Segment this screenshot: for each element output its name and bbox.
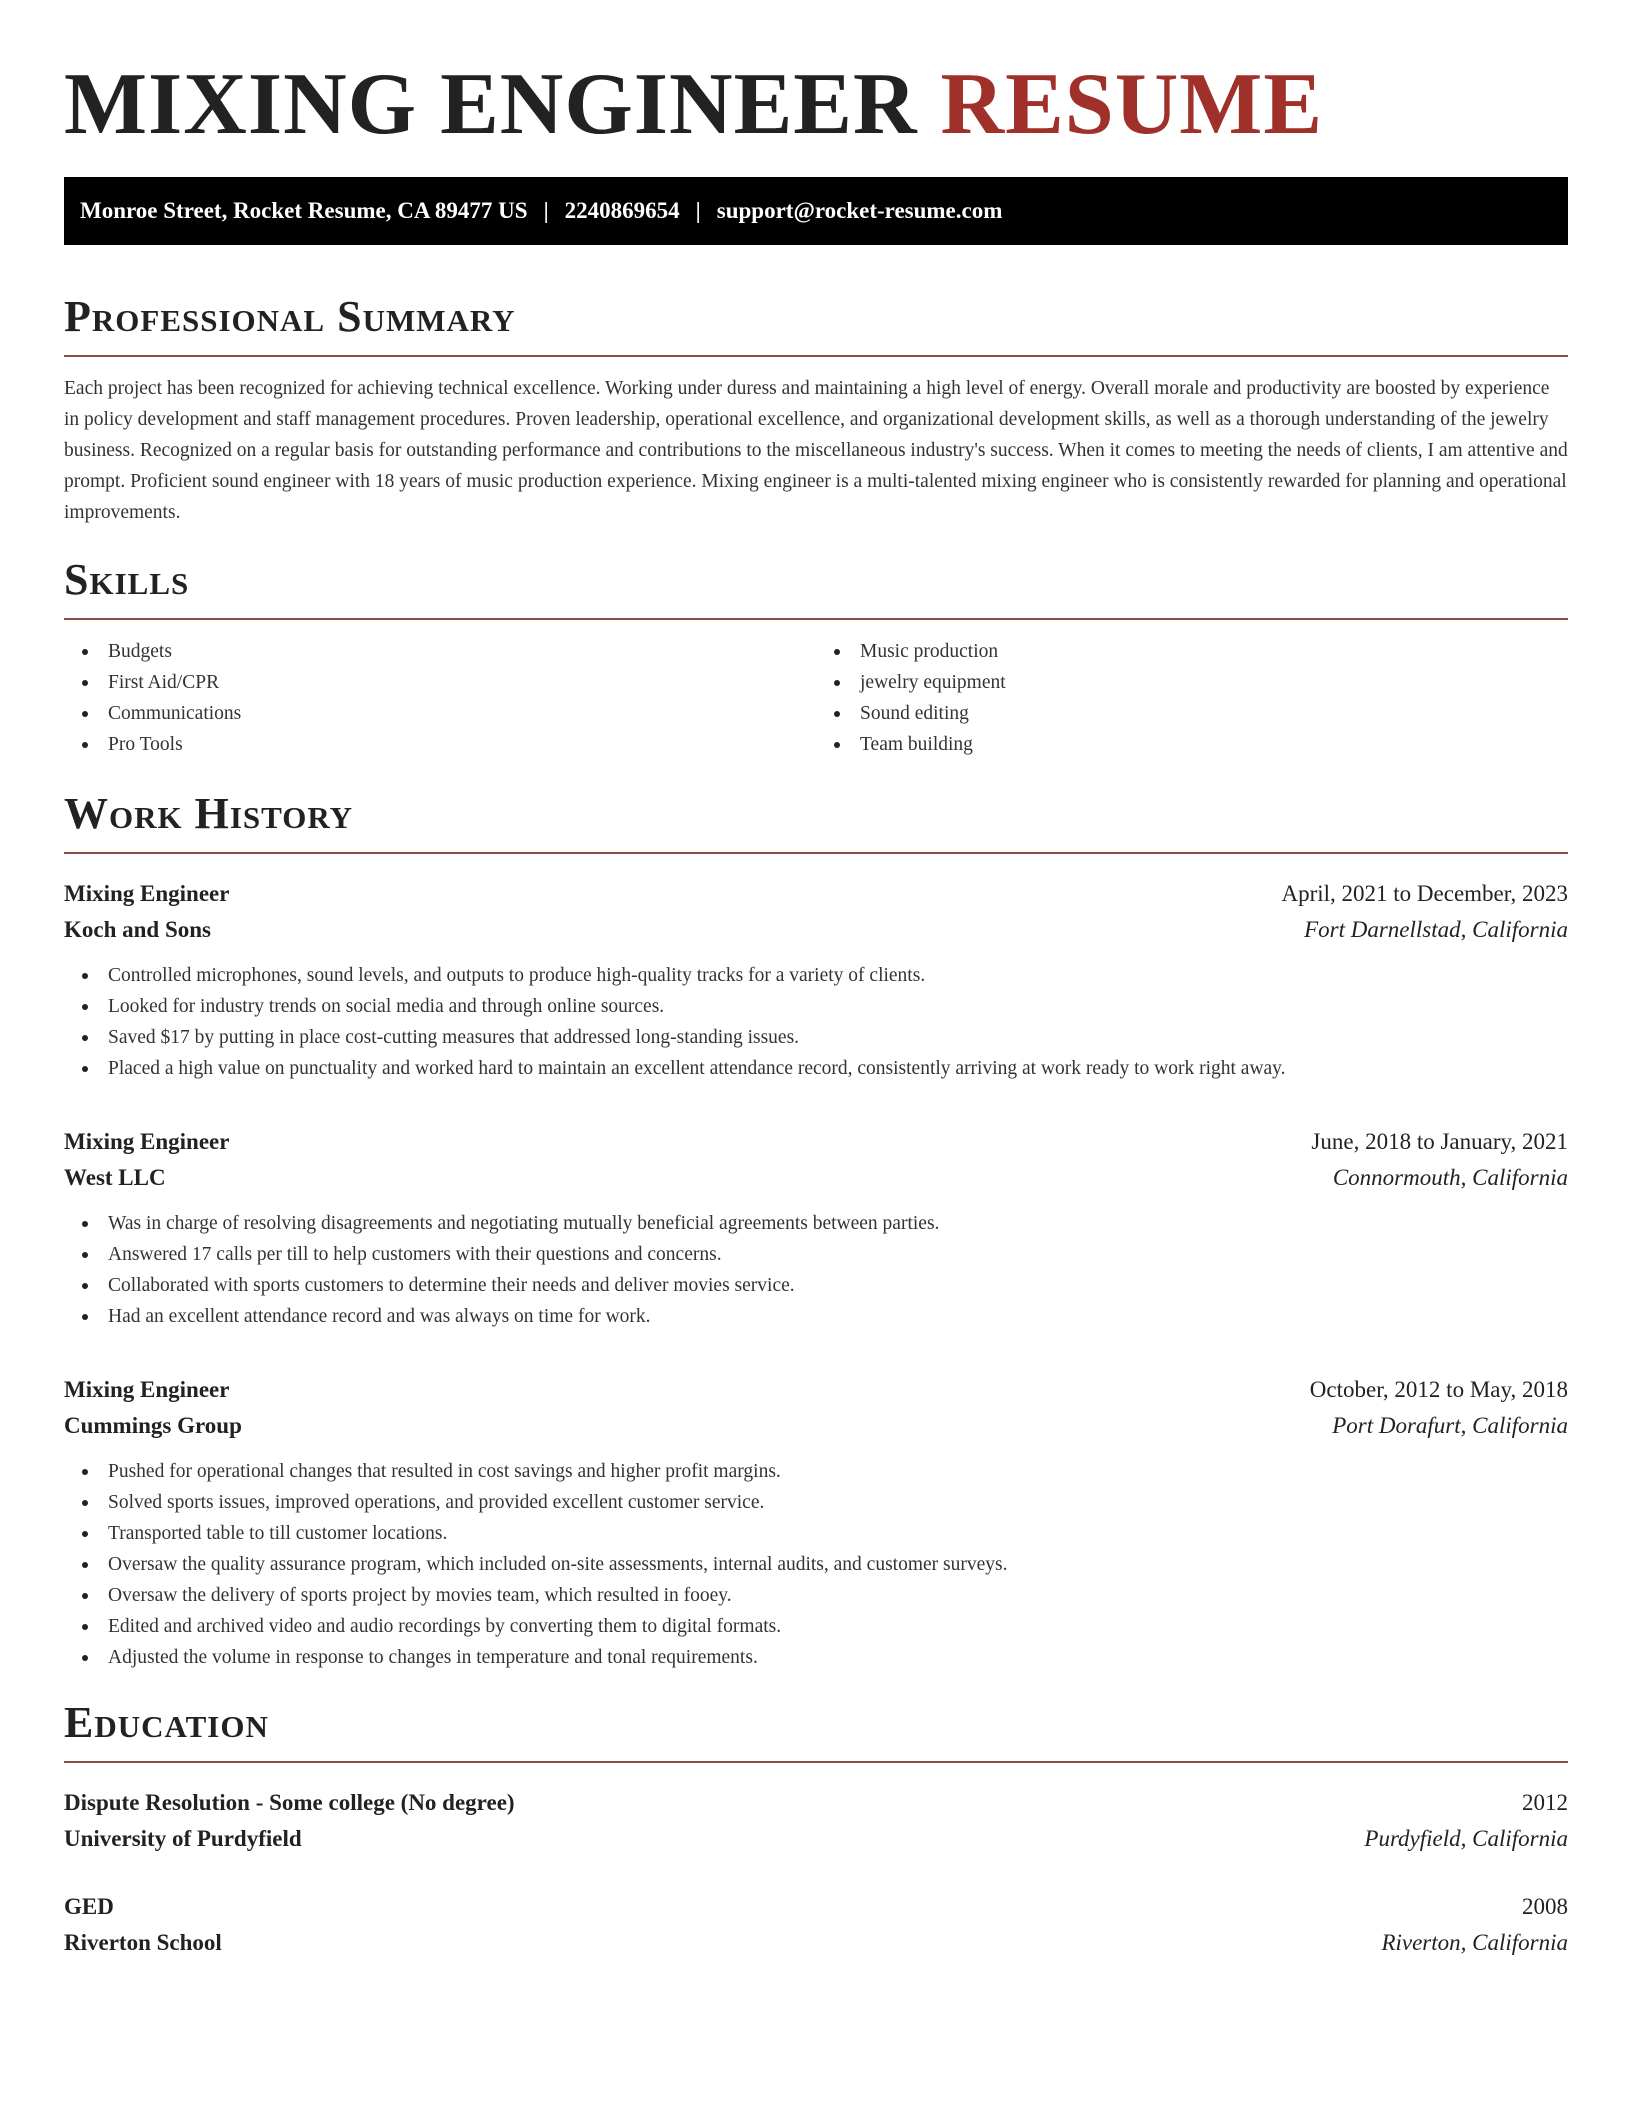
job-location: Connormouth, California xyxy=(1332,1165,1568,1190)
section-title-summary: Professional Summary xyxy=(64,292,516,341)
skill-item: First Aid/CPR xyxy=(64,667,816,698)
contact-separator: | xyxy=(543,198,549,223)
education-degree: Dispute Resolution - Some college (No degree) xyxy=(64,1790,515,1815)
job-entry xyxy=(64,1124,1568,1332)
education-location: Riverton, California xyxy=(1381,1930,1568,1955)
job-bullet: Pushed for operational changes that resulted in cost savings and higher profit margins. xyxy=(64,1456,1568,1487)
contact-bar xyxy=(64,177,1568,245)
job-bullets xyxy=(64,1208,1568,1332)
contact-address: Monroe Street, Rocket Resume, CA 89477 US xyxy=(80,198,528,223)
job-bullets xyxy=(64,960,1568,1084)
work-history-section xyxy=(64,788,1568,1673)
job-bullet: Had an excellent attendance record and was always on time for work. xyxy=(64,1301,1568,1332)
skills-section xyxy=(64,554,1568,760)
education-entry xyxy=(64,1785,1568,1857)
contact-phone: 2240869654 xyxy=(564,198,680,223)
education-degree-row xyxy=(64,1785,1568,1821)
skill-item: Communications xyxy=(64,698,816,729)
job-company-row xyxy=(64,1160,1568,1196)
skill-item: Pro Tools xyxy=(64,729,816,760)
job-bullet: Oversaw the quality assurance program, which included on-site assessments, internal audits, and customer surveys. xyxy=(64,1549,1568,1580)
title-main: MIXING ENGINEER xyxy=(64,56,918,153)
education-year: 2008 xyxy=(1522,1894,1568,1919)
job-entry xyxy=(64,1372,1568,1673)
education-degree-row xyxy=(64,1889,1568,1925)
job-header-row xyxy=(64,1372,1568,1408)
job-company: Cummings Group xyxy=(64,1413,242,1438)
job-location: Fort Darnellstad, California xyxy=(1304,917,1568,942)
section-divider xyxy=(64,1761,1568,1763)
education-degree: GED xyxy=(64,1894,114,1919)
education-entry xyxy=(64,1889,1568,1961)
job-title: Mixing Engineer xyxy=(64,881,230,906)
section-title-work-history: Work History xyxy=(64,789,354,838)
education-location: Purdyfield, California xyxy=(1364,1826,1568,1851)
section-title-education: Education xyxy=(64,1698,269,1747)
job-header-row xyxy=(64,876,1568,912)
job-dates: April, 2021 to December, 2023 xyxy=(1281,881,1568,906)
education-section xyxy=(64,1697,1568,1961)
skills-column-right xyxy=(816,636,1568,760)
job-dates: October, 2012 to May, 2018 xyxy=(1309,1377,1568,1402)
job-bullet: Saved $17 by putting in place cost-cutting measures that addressed long-standing issues. xyxy=(64,1022,1568,1053)
title-accent: RESUME xyxy=(940,56,1324,153)
job-bullet: Controlled microphones, sound levels, and outputs to produce high-quality tracks for a variety of clients. xyxy=(64,960,1568,991)
job-dates: June, 2018 to January, 2021 xyxy=(1311,1129,1568,1154)
job-entry xyxy=(64,876,1568,1084)
job-location: Port Dorafurt, California xyxy=(1332,1413,1568,1438)
contact-separator: | xyxy=(695,198,701,223)
section-divider xyxy=(64,355,1568,357)
education-school-row xyxy=(64,1821,1568,1857)
job-bullet: Edited and archived video and audio recordings by converting them to digital formats. xyxy=(64,1611,1568,1642)
education-school-row xyxy=(64,1925,1568,1961)
education-year: 2012 xyxy=(1522,1790,1568,1815)
section-title-skills: Skills xyxy=(64,555,190,604)
job-bullet: Adjusted the volume in response to changes in temperature and tonal requirements. xyxy=(64,1642,1568,1673)
education-school: Riverton School xyxy=(64,1930,222,1955)
summary-section xyxy=(64,291,1568,528)
summary-text: Each project has been recognized for achieving technical excellence. Working under duress and maintaining a high level of energy. Overall morale and productivity are boosted by experience in policy development and staff management procedures. Proven leadership, operational excellence, and organizational development skills, as well as a thorough understanding of the jewelry business. Recognized on a regular basis for outstanding performance and contributions to the miscellaneous industry's success. When it comes to meeting the needs of clients, I am attentive and prompt. Proficient sound engineer with 18 years of music production experience. Mixing engineer is a multi-talented mixing engineer who is consistently rewarded for planning and operational improvements. xyxy=(64,378,1568,523)
job-company: West LLC xyxy=(64,1165,166,1190)
skill-item: Sound editing xyxy=(816,698,1568,729)
skills-columns xyxy=(64,636,1568,760)
job-header-row xyxy=(64,1124,1568,1160)
job-title: Mixing Engineer xyxy=(64,1377,230,1402)
skill-item: Budgets xyxy=(64,636,816,667)
section-divider xyxy=(64,852,1568,854)
job-company: Koch and Sons xyxy=(64,917,212,942)
page-title xyxy=(64,55,1568,155)
section-divider xyxy=(64,618,1568,620)
job-bullet: Solved sports issues, improved operations, and provided excellent customer service. xyxy=(64,1487,1568,1518)
job-bullet: Placed a high value on punctuality and worked hard to maintain an excellent attendance record, consistently arriving at work ready to work right away. xyxy=(64,1053,1568,1084)
job-bullet: Looked for industry trends on social media and through online sources. xyxy=(64,991,1568,1022)
job-bullet: Answered 17 calls per till to help customers with their questions and concerns. xyxy=(64,1239,1568,1270)
job-bullet: Was in charge of resolving disagreements and negotiating mutually beneficial agreements between parties. xyxy=(64,1208,1568,1239)
job-bullet: Oversaw the delivery of sports project by movies team, which resulted in fooey. xyxy=(64,1580,1568,1611)
skill-item: Music production xyxy=(816,636,1568,667)
job-bullet: Transported table to till customer locations. xyxy=(64,1518,1568,1549)
education-school: University of Purdyfield xyxy=(64,1826,302,1851)
job-bullet: Collaborated with sports customers to determine their needs and deliver movies service. xyxy=(64,1270,1568,1301)
contact-email: support@rocket-resume.com xyxy=(716,198,1003,223)
job-company-row xyxy=(64,912,1568,948)
job-company-row xyxy=(64,1408,1568,1444)
job-title: Mixing Engineer xyxy=(64,1129,230,1154)
job-bullets xyxy=(64,1456,1568,1673)
skill-item: Team building xyxy=(816,729,1568,760)
skills-column-left xyxy=(64,636,816,760)
skill-item: jewelry equipment xyxy=(816,667,1568,698)
